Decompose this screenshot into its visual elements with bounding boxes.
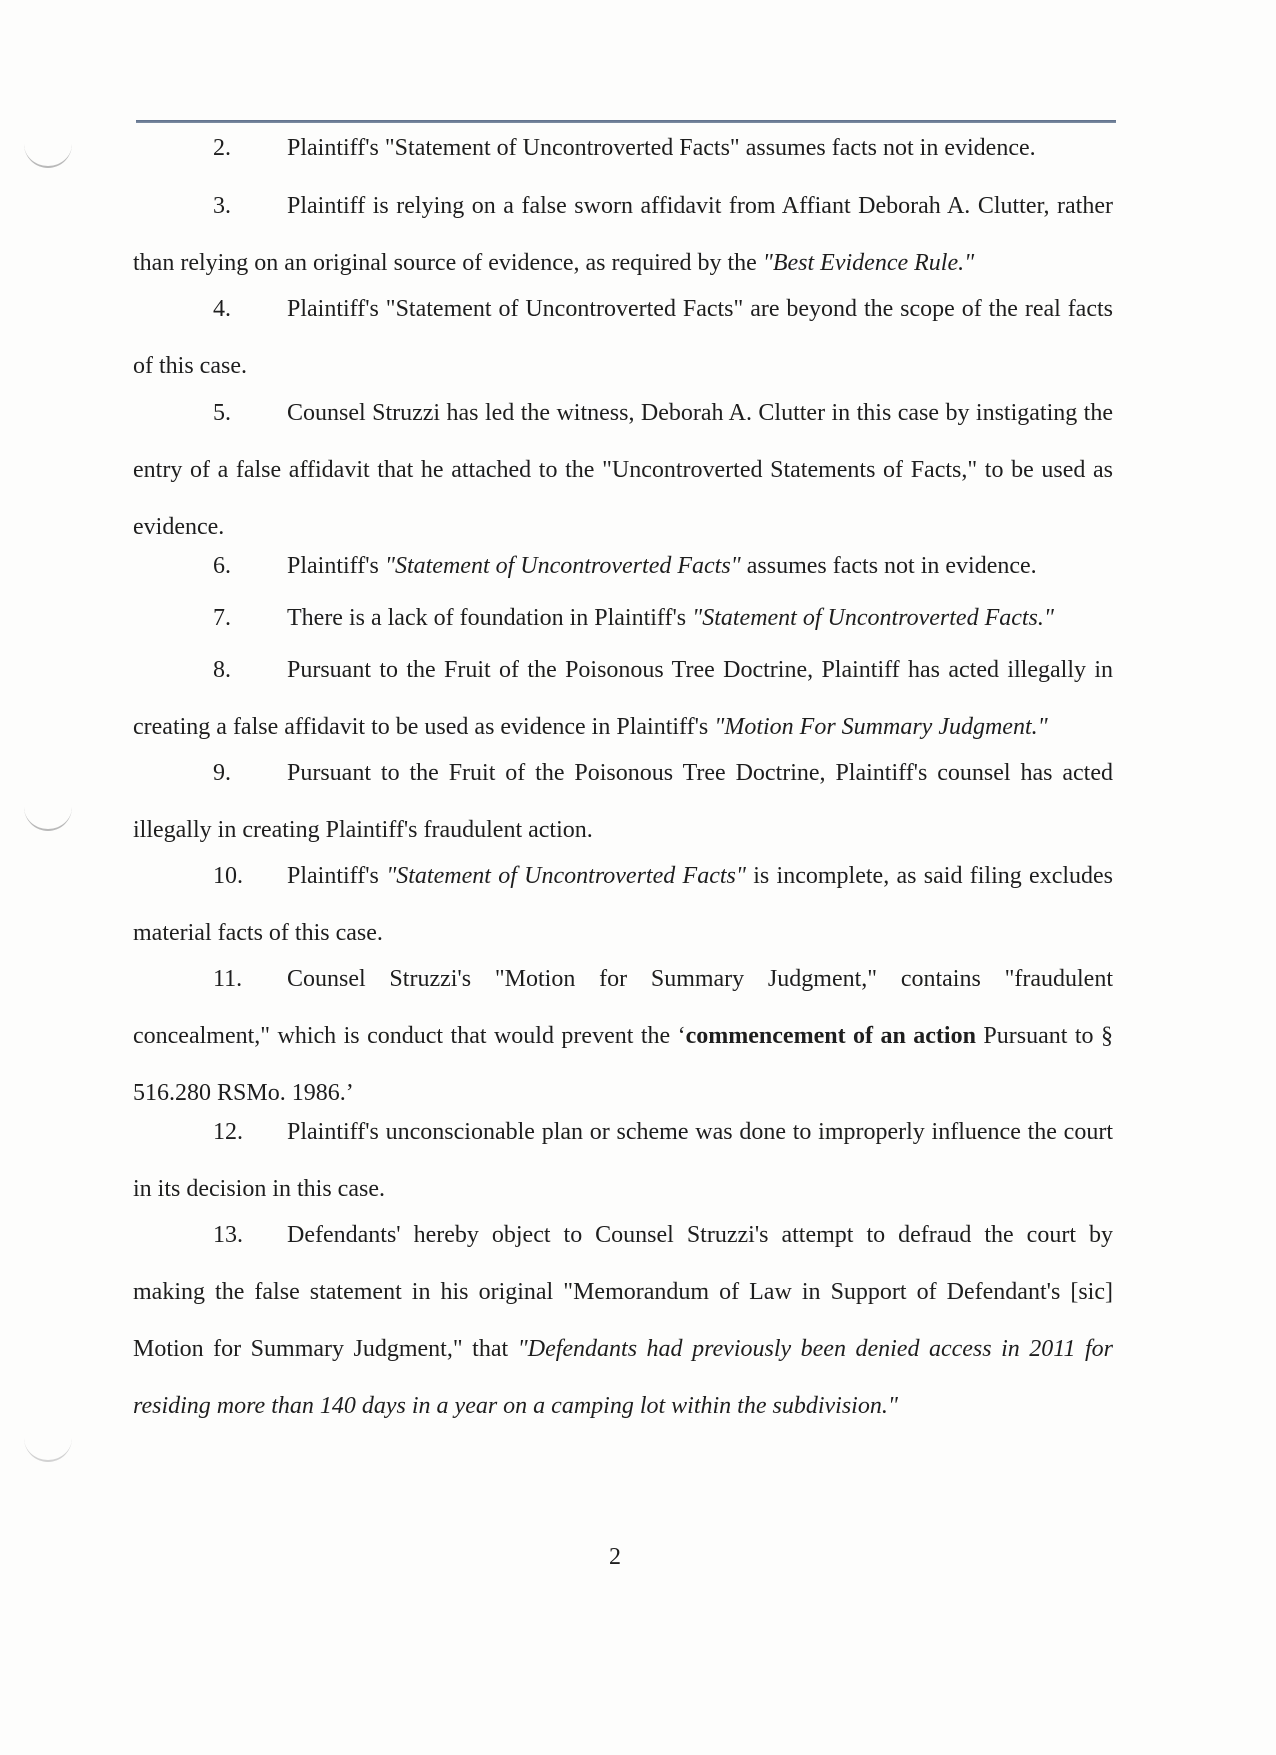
paragraph-4 — [133, 281, 1113, 395]
paragraph-3 — [133, 178, 1113, 292]
paragraph-10 — [133, 848, 1113, 962]
paragraph-12 — [133, 1104, 1113, 1218]
punch-hole-mark — [24, 1436, 72, 1462]
paragraph-number: 7. — [213, 605, 231, 631]
punch-hole-mark — [24, 805, 72, 831]
paragraph-text: Counsel Struzzi's "Motion for Summary Judgment," contains "fraudulent concealment," which is conduct that would prevent the ‘ — [133, 966, 1113, 1049]
paragraph-number: 9. — [213, 760, 231, 786]
paragraph-text-end: Pursuant to § 516.280 RSMo. 1986.’ — [133, 1023, 1113, 1106]
paragraph-text-end: is incomplete, as said filing excludes material facts of this case. — [133, 863, 1114, 946]
paragraph-text: Plaintiff's — [287, 553, 385, 579]
paragraph-number: 5. — [213, 400, 231, 426]
paragraph-bold-text: commencement of an action — [685, 1023, 976, 1049]
paragraph-13 — [133, 1207, 1113, 1435]
paragraph-text-end: assumes facts not in evidence. — [740, 553, 1037, 579]
paragraph-italic-text: "Statement of Uncontroverted Facts" — [386, 863, 746, 889]
paragraph-text: Pursuant to the Fruit of the Poisonous Tree Doctrine, Plaintiff has acted illegally in creating a false affidavit to be used as evidence in Plaintiff's — [133, 657, 1113, 740]
paragraph-number: 3. — [213, 193, 231, 219]
paragraph-text: Plaintiff's — [287, 863, 387, 889]
paragraph-number: 13. — [213, 1222, 243, 1248]
paragraph-text: Plaintiff is relying on a false sworn affidavit from Affiant Deborah A. Clutter, rather than relying on an original source of evidence, as required by the — [133, 193, 1113, 276]
paragraph-text: Plaintiff's "Statement of Uncontroverted Facts" are beyond the scope of the real facts of this case. — [133, 296, 1113, 379]
paragraph-8 — [133, 642, 1113, 756]
paragraph-number: 4. — [213, 296, 231, 322]
punch-hole-mark — [24, 142, 72, 168]
paragraph-text: There is a lack of foundation in Plaintiff's — [287, 605, 693, 631]
paragraph-9 — [133, 745, 1113, 859]
paragraph-number: 12. — [213, 1119, 243, 1145]
paragraph-italic-text: "Defendants had previously been denied access in 2011 for residing more than 140 days in a year on a camping lot within the subdivision." — [133, 1336, 1114, 1419]
paragraph-6 — [133, 538, 1113, 595]
paragraph-italic-text: "Motion For Summary Judgment." — [714, 714, 1048, 740]
paragraph-number: 10. — [213, 863, 243, 889]
page-number: 2 — [609, 1544, 621, 1570]
paragraph-number: 11. — [213, 966, 243, 992]
paragraph-text: Plaintiff's "Statement of Uncontroverted Facts" assumes facts not in evidence. — [287, 135, 1036, 161]
paragraph-text: Pursuant to the Fruit of the Poisonous Tree Doctrine, Plaintiff's counsel has acted illegally in creating Plaintiff's fraudulent action. — [133, 760, 1113, 843]
paragraph-number: 2. — [213, 135, 231, 161]
paragraph-number: 8. — [213, 657, 231, 683]
paragraph-11 — [133, 951, 1113, 1122]
paragraph-7 — [133, 590, 1113, 647]
paragraph-italic-text: "Statement of Uncontroverted Facts" — [384, 553, 741, 579]
paragraph-2 — [133, 120, 1113, 177]
paragraph-5 — [133, 385, 1113, 556]
paragraph-italic-text: "Statement of Uncontroverted Facts." — [692, 605, 1054, 631]
paragraph-italic-text: "Best Evidence Rule." — [762, 250, 975, 276]
paragraph-text: Plaintiff's unconscionable plan or scheme was done to improperly influence the court in its decision in this case. — [133, 1119, 1113, 1202]
paragraph-text: Counsel Struzzi has led the witness, Deborah A. Clutter in this case by instigating the entry of a false affidavit that he attached to the "Uncontroverted Statements of Facts," to be used as evidence. — [133, 400, 1113, 540]
paragraph-number: 6. — [213, 553, 231, 579]
paragraph-text: Defendants' hereby object to Counsel Struzzi's attempt to defraud the court by making the false statement in his original "Memorandum of Law in Support of Defendant's [sic] Motion for Summary Judgment," that — [133, 1222, 1113, 1362]
